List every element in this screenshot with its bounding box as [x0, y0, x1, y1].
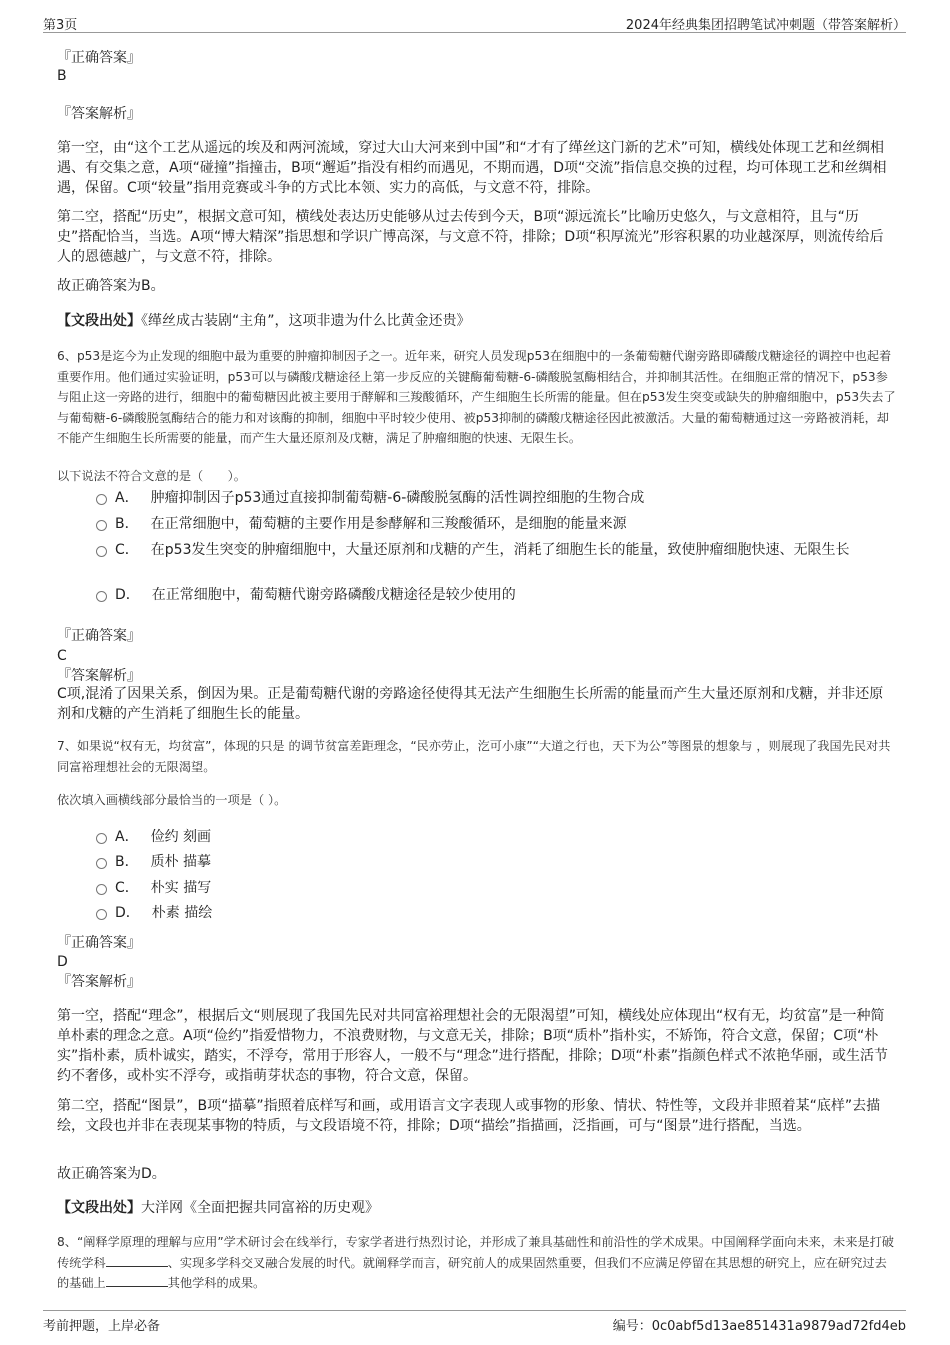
page-number: 第3页: [43, 18, 78, 33]
q7-conclusion: 故正确答案为D。: [57, 1166, 166, 1182]
q5-source-text: 《缂丝成古装剧“主角”，这项非遗为什么比黄金还贵》: [141, 313, 471, 329]
document-title: 2024年经典集团招聘笔试冲刺题（带答案解析）: [625, 18, 906, 33]
radio-button[interactable]: [96, 909, 107, 920]
q6-prompt: 以下说法不符合文意的是（ ）。: [57, 469, 246, 483]
radio-button[interactable]: [96, 833, 107, 844]
radio-button[interactable]: [96, 858, 107, 869]
q6-option-c[interactable]: C． 在p53发生突变的肿瘤细胞中，大量还原剂和戊糖的产生，消耗了细胞生长的能量，致使肿瘤细胞快速、无限生长: [96, 538, 896, 563]
q5-analysis-para2: 第二空，搭配“历史”，根据文意可知，横线处表达历史能够从过去传到今天，B项“源远流长”比喻历史悠久，与文意相符，且与“历史”搭配恰当，当选。A项“博大精深”指思想和学识广博高深，与文意不符，排除；D项“积厚流光”形容积累的功业越深厚，则流传给后人的恩德越广，与文意不符，排除。: [57, 209, 884, 265]
q7-option-d[interactable]: D． 朴素 描绘: [96, 901, 896, 926]
q5-answer-title: 『正确答案』: [57, 50, 141, 66]
q7-analysis-title: 『答案解析』: [57, 974, 141, 990]
q8-stem: 8、“阐释学原理的理解与应用”学术研讨会在线举行，专家学者进行热烈讨论，并形成了兼具基础性和前沿性的学术成果。中国阐释学面向未来，未来是打破传统学科 、实现多学科交叉融合发展的时代。就阐释学而言，研究前人的成果固然重要，但我们不应满足停留在其思想的研究上，应在研究过去的基础上 其他学科的成果。: [57, 1235, 894, 1290]
q7-answer: D: [57, 954, 68, 970]
q5-answer: B: [57, 68, 67, 84]
q5-source: [57, 311, 892, 331]
page-footer: [43, 1310, 906, 1333]
q7-source-label: 【文段出处】: [57, 1200, 141, 1216]
q7-source: [57, 1198, 892, 1218]
q5-analysis-title: 『答案解析』: [57, 106, 141, 122]
radio-button[interactable]: [96, 884, 107, 895]
q6-answer: C: [57, 648, 67, 664]
footer-slogan: 考前押题，上岸必备: [43, 1319, 161, 1334]
q7-analysis-para2: 第二空，搭配“图景”，B项“描摹”指照着底样写和画，或用语言文字表现人或事物的形象、情状、特性等，文段并非照着某“底样”去描绘，文段也并非在表现某事物的特质，与文段语境不符，排除；D项“描绘”指描画，泛指画，可与“图景”进行搭配，当选。: [57, 1098, 881, 1134]
q7-answer-title: 『正确答案』: [57, 935, 141, 951]
q6-option-a[interactable]: A． 肿瘤抑制因子p53通过直接抑制葡萄糖-6-磷酸脱氢酶的活性调控细胞的生物合成: [96, 486, 896, 511]
q6-stem: 6、p53是迄今为止发现的细胞中最为重要的肿瘤抑制因子之一。近年来，研究人员发现p53在细胞中的一条葡萄糖代谢旁路即磷酸戊糖途径的调控中也起着重要作用。他们通过实验证明，p53可以与磷酸戊糖途径上第一步反应的关键酶葡萄糖-6-磷酸脱氢酶相结合，并抑制其活性。在细胞正常的情况下，p53参与阻止这一旁路的进行，细胞中的葡萄糖因此被主要用于酵解和三羧酸循环，产生细胞生长所需的能量。但在p53发生突变或缺失的肿瘤细胞中，p53失去了与葡萄糖-6-磷酸脱氢酶结合的能力和对该酶的抑制，细胞中平时较少使用、被p53抑制的磷酸戊糖途径因此被激活。大量的葡萄糖通过这一旁路被消耗，却不能产生细胞生长所需要的能量，而产生大量还原剂及戊糖，满足了肿瘤细胞的快速、无限生长。: [57, 349, 896, 445]
q7-option-a[interactable]: A． 俭约 刻画: [96, 825, 896, 850]
q7-option-c[interactable]: C． 朴实 描写: [96, 876, 896, 901]
q5-analysis-para1: 第一空，由“这个工艺从遥远的埃及和两河流域，穿过大山大河来到中国”和“才有了缂丝这门新的艺术”可知，横线处体现工艺和丝绸相遇、有交集之意，A项“碰撞”指撞击，B项“邂逅”指没有相约而遇见，不期而遇，D项“交流”指信息交换的过程，均可体现工艺和丝绸相遇，保留。C项“较量”指用竞赛或斗争的方式比本领、实力的高低，与文意不符，排除。: [57, 140, 887, 196]
page-header: [43, 12, 906, 33]
q7-stem: 7、如果说“权有无，均贫富”，体现的只是 的调节贫富差距理念，“民亦劳止，汔可小康”“大道之行也，天下为公”等图景的想象与 ，则展现了我国先民对共同富裕理想社会的无限渴望。: [57, 739, 891, 774]
q6-option-d[interactable]: D． 在正常细胞中，葡萄糖代谢旁路磷酸戊糖途径是较少使用的: [96, 583, 896, 608]
radio-button[interactable]: [96, 591, 107, 602]
radio-button[interactable]: [96, 520, 107, 531]
q7-option-b[interactable]: B． 质朴 描摹: [96, 850, 896, 875]
document-id: 编号：0c0abf5d13ae851431a9879ad72fd4eb: [612, 1319, 906, 1334]
q5-source-label: 【文段出处】: [57, 313, 141, 329]
q6-analysis: C项,混淆了因果关系，倒因为果。正是葡萄糖代谢的旁路途径使得其无法产生细胞生长所需的能量而产生大量还原剂和戊糖，并非还原剂和戊糖的产生消耗了细胞生长的能量。: [57, 686, 884, 722]
q7-source-text: 大洋网《全面把握共同富裕的历史观》: [141, 1200, 379, 1216]
radio-button[interactable]: [96, 494, 107, 505]
q5-conclusion: 故正确答案为B。: [57, 278, 165, 294]
q6-analysis-title: 『答案解析』: [57, 668, 141, 684]
q7-prompt: 依次填入画横线部分最恰当的一项是（ ）。: [57, 793, 287, 807]
blank-2[interactable]: [106, 1274, 168, 1287]
q7-analysis-para1: 第一空，搭配“理念”，根据后文“则展现了我国先民对共同富裕理想社会的无限渴望”可知，横线处应体现出“权有无，均贫富”是一种简单朴素的理念之意。A项“俭约”指爱惜物力，不浪费财物，与文意无关，排除；B项“质朴”指朴实，不矫饰，符合文意，保留；C项“朴实”指朴素，质朴诚实，踏实，不浮夸，常用于形容人，一般不与“理念”进行搭配，排除；D项“朴素”指颜色样式不浓艳华丽，或生活节约不奢侈，或朴实不浮夸，或指萌芽状态的事物，符合文意，保留。: [57, 1008, 889, 1084]
q6-option-b[interactable]: B． 在正常细胞中，葡萄糖的主要作用是参酵解和三羧酸循环，是细胞的能量来源: [96, 512, 896, 537]
q6-answer-title: 『正确答案』: [57, 628, 141, 644]
blank-1[interactable]: [106, 1254, 168, 1267]
radio-button[interactable]: [96, 546, 107, 557]
